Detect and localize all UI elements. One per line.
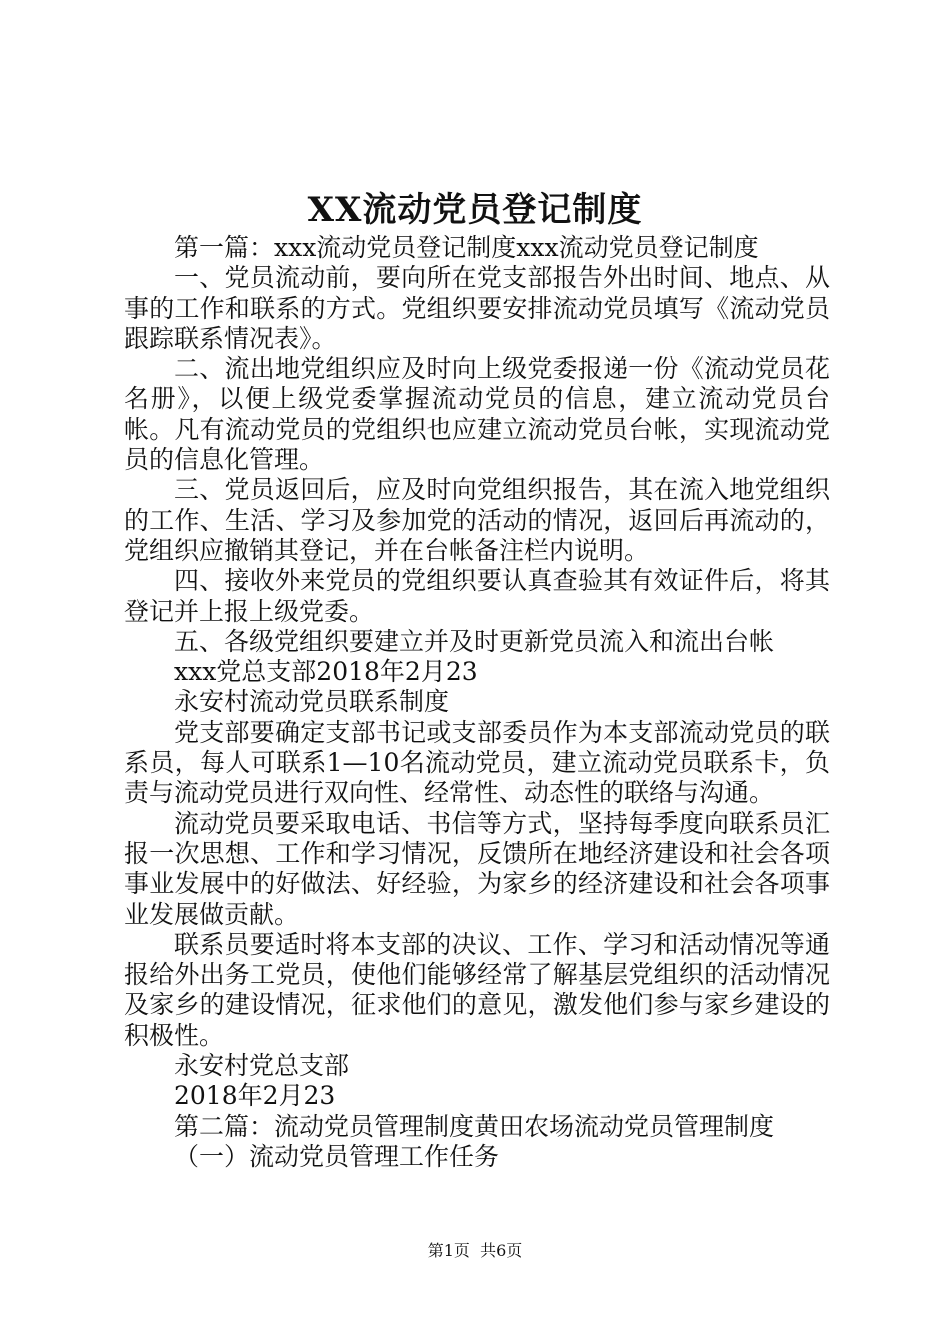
section-heading-1: 永安村流动党员联系制度 <box>174 687 450 717</box>
paragraph-5: 四、接收外来党员的党组织要认真查验其有效证件后，将其登记并上报上级党委。 <box>124 566 830 626</box>
document-title: XX流动党员登记制度 <box>307 190 643 230</box>
page-total: 共6页 <box>480 1241 523 1260</box>
signature-org: 永安村党总支部 <box>174 1051 350 1081</box>
page-number: 第1页 <box>427 1241 470 1260</box>
paragraph-7: 党支部要确定支部书记或支部委员作为本支部流动党员的联系员，每人可联系1—10名流动党员，建立流动党员联系卡，负责与流动党员进行双向性、经常性、动态性的联络与沟通。 <box>124 717 830 808</box>
paragraph-1: 第一篇：xxx流动党员登记制度xxx流动党员登记制度 <box>174 233 759 262</box>
paragraph-4: 三、党员返回后，应及时向党组织报告，其在流入地党组织的工作、生活、学习及参加党的活动的情况，返回后再流动的，党组织应撤销其登记，并在台帐备注栏内说明。 <box>124 475 830 565</box>
signature-line-1: xxx党总支部2018年2月23 <box>174 657 478 687</box>
paragraph-8: 流动党员要采取电话、书信等方式，坚持每季度向联系员汇报一次思想、工作和学习情况，反馈所在地经济建设和社会各项事业发展中的好做法、好经验，为家乡的经济建设和社会各项事业发展做贡献。 <box>124 808 830 929</box>
section-heading-2: 第二篇：流动党员管理制度黄田农场流动党员管理制度 <box>174 1111 775 1141</box>
paragraph-3: 二、流出地党组织应及时向上级党委报递一份《流动党员花名册》，以便上级党委掌握流动党员的信息，建立流动党员台帐。凡有流动党员的党组织也应建立流动党员台帐，实现流动党员的信息化管理。 <box>124 354 830 475</box>
paragraph-9: 联系员要适时将本支部的决议、工作、学习和活动情况等通报给外出务工党员，使他们能够经常了解基层党组织的活动情况及家乡的建设情况，征求他们的意见，激发他们参与家乡建设的积极性。 <box>124 929 830 1050</box>
paragraph-2: 一、党员流动前，要向所在党支部报告外出时间、地点、从事的工作和联系的方式。党组织要安排流动党员填写《流动党员跟踪联系情况表》。 <box>124 263 830 353</box>
sub-heading-1: （一）流动党员管理工作任务 <box>174 1141 500 1171</box>
signature-date: 2018年2月23 <box>174 1081 336 1111</box>
document-body <box>124 233 830 1172</box>
paragraph-6: 五、各级党组织要建立并及时更新党员流入和流出台帐 <box>174 626 775 656</box>
page-footer <box>0 1240 950 1262</box>
